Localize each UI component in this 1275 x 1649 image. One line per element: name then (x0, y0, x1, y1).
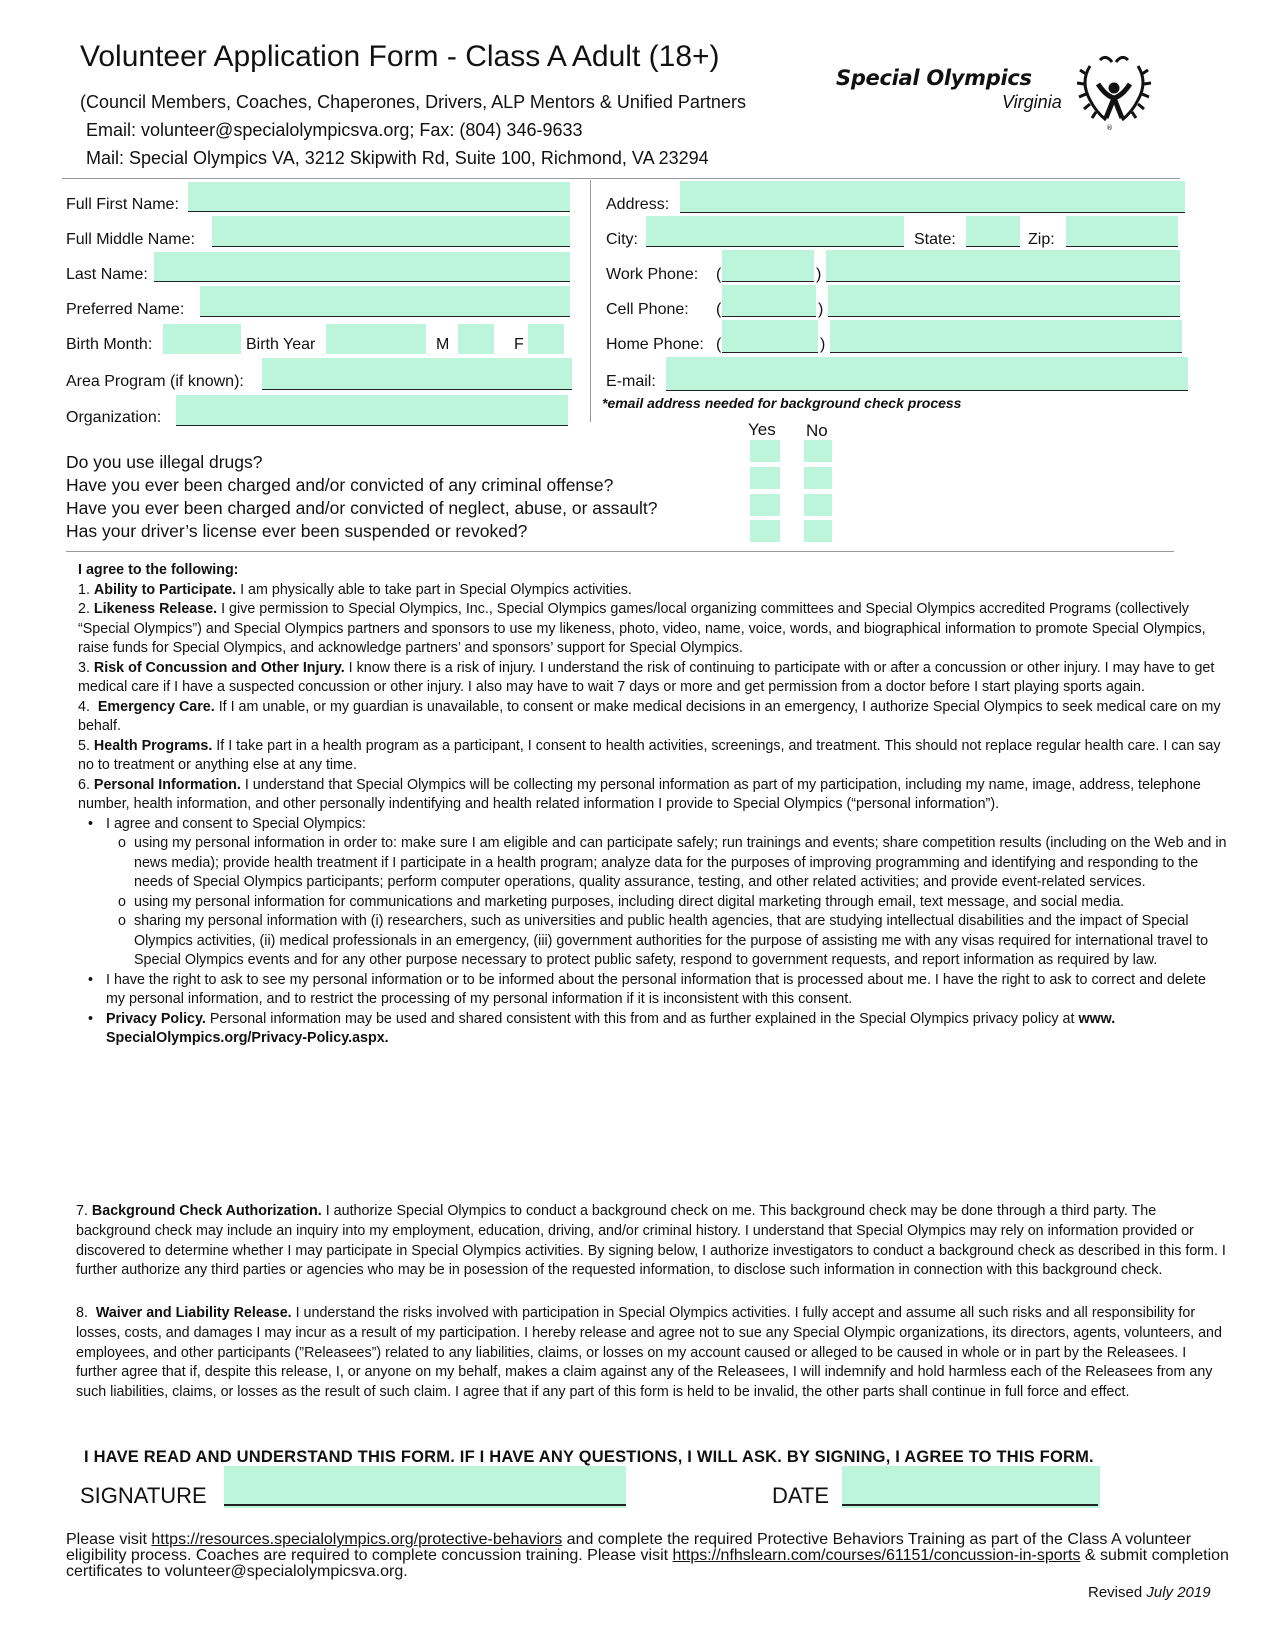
logo-wordmark: Special Olympics (836, 66, 1032, 90)
work-phone-number-field[interactable] (826, 250, 1180, 282)
consent-bullet: • I agree and consent to Special Olympics: (78, 815, 1228, 835)
bullet-icon: • (88, 815, 94, 832)
column-divider (590, 180, 591, 422)
last-name-underline (154, 281, 570, 282)
registered-mark: ® (1106, 124, 1113, 132)
question-illegal-drugs: Do you use illegal drugs? (66, 452, 263, 472)
male-checkbox[interactable] (458, 324, 494, 354)
question-license-suspended: Has your driver’s license ever been suspended or revoked? (66, 521, 528, 541)
form-subtitle: (Council Members, Coaches, Chaperones, Drivers, ALP Mentors & Unified Partners (80, 92, 746, 112)
yes-checkbox-3[interactable] (750, 494, 780, 516)
first-name-underline (188, 211, 570, 212)
first-name-label: Full First Name: (66, 196, 179, 213)
address-field[interactable] (680, 181, 1185, 213)
home-phone-area-underline (722, 352, 818, 353)
form-title: Volunteer Application Form - Class A Adult (18+) (80, 40, 720, 73)
no-checkbox-2[interactable] (804, 467, 832, 489)
logo-region: Virginia (1002, 92, 1062, 112)
protective-behaviors-link[interactable]: https://resources.specialolympics.org/protective-behaviors (151, 1531, 563, 1548)
middle-name-underline (212, 246, 570, 247)
terms-section (78, 561, 1228, 1049)
question-criminal-offense: Have you ever been charged and/or convicted of any criminal offense? (66, 475, 614, 495)
last-name-field[interactable] (154, 252, 570, 282)
address-underline (680, 212, 1185, 213)
home-phone-label: Home Phone: (606, 336, 704, 353)
work-phone-area-code-field[interactable] (722, 250, 814, 282)
contact-line: Email: volunteer@specialolympicsva.org; Fax: (804) 346-9633 (86, 120, 583, 140)
no-column-header: No (806, 421, 828, 440)
bullet-icon: • (88, 1010, 94, 1027)
state-label: State: (914, 231, 956, 248)
middle-name-label: Full Middle Name: (66, 231, 195, 248)
cell-phone-area-code-field[interactable] (722, 285, 816, 317)
date-field[interactable] (842, 1466, 1100, 1508)
preferred-name-underline (200, 316, 570, 317)
sub-bullet-icon: o (118, 913, 126, 929)
home-phone-paren-open: ( (716, 336, 722, 353)
revision-note: Revised July 2019 (1088, 1584, 1211, 1601)
city-underline (646, 246, 904, 247)
term-personal-info: 6. Personal Information. I understand that Special Olympics will be collecting my personal information as part of my participation, including my name, image, address, telephone number, health information, and other personally indentifying and health related information I provide to Special Olympics (“personal information”). (78, 776, 1201, 812)
home-phone-number-field[interactable] (830, 320, 1182, 353)
yes-checkbox-2[interactable] (750, 467, 780, 489)
organization-underline (176, 425, 568, 426)
preferred-name-label: Preferred Name: (66, 301, 185, 318)
term-ability: 1. Ability to Participate. I am physically able to take part in Special Olympics activities. (78, 581, 632, 598)
bullet-icon: • (88, 971, 94, 988)
signature-label: SIGNATURE (80, 1483, 207, 1508)
privacy-policy-link[interactable]: www. SpecialOlympics.org/Privacy-Policy.aspx. (106, 1010, 1116, 1046)
no-checkbox-1[interactable] (804, 440, 832, 462)
area-program-label: Area Program (if known): (66, 373, 244, 390)
term-health: 5. Health Programs. If I take part in a health program as a participant, I consent to health activities, screenings, and treatment. This should not replace regular health care. I can say no to treatment or anything else at any time. (78, 737, 1221, 773)
email-label: E-mail: (606, 373, 656, 390)
yes-column-header: Yes (748, 420, 776, 439)
city-label: City: (606, 231, 638, 248)
work-phone-paren-open: ( (716, 266, 722, 283)
organization-field[interactable] (176, 395, 568, 426)
city-field[interactable] (646, 216, 904, 247)
cell-phone-area-underline (722, 316, 816, 317)
consent-sub-2: o using my personal information for communications and marketing purposes, including direct digital marketing through email, text message, and social media. (78, 893, 1228, 913)
yes-checkbox-4[interactable] (750, 520, 780, 542)
term-waiver: 8. Waiver and Liability Release. I understand the risks involved with participation in Special Olympics activities. I fully accept and assume all such risks and all responsibility for losses, costs, and damages I may incur as a result of my participation. I hereby release and agree not to sue any Special Olympic organizations, its directors, agents, volunteers, and employees, and other participants (”Releasees”) related to any liabilities, claims, or losses on my account caused or alleged to be caused in whole or in part by the Releasees. I further agree that if, despite this release, I, or anyone on my behalf, makes a claim against any of the Releasees, I will indemnify and hold harmless each of the Releasees from any such liabilities, claims, or losses as the result of such claim. I agree that if any part of this form is held to be invalid, the other parts shall continue in full force and effect. (76, 1305, 1222, 1401)
concussion-training-link[interactable]: https://nfhslearn.com/courses/61151/concussion-in-sports (672, 1547, 1081, 1564)
zip-field[interactable] (1066, 216, 1178, 247)
address-label: Address: (606, 196, 670, 213)
organization-label: Organization: (66, 409, 162, 426)
female-label: F (514, 336, 524, 353)
special-olympics-emblem-icon (1076, 52, 1156, 134)
terms-intro: I agree to the following: (78, 562, 239, 578)
affirmation-statement: I HAVE READ AND UNDERSTAND THIS FORM. IF I HAVE ANY QUESTIONS, I WILL ASK. BY SIGNING, I AGREE TO THIS FORM. (84, 1448, 1094, 1466)
term-background-check: 7. Background Check Authorization. I authorize Special Olympics to conduct a background check on me. This background check may be done through a third party. The background check may include an inquiry into my employment, education, driving, and/or criminal history. I understand that Special Olympics may rely on information provided or discovered to determine whether I may participate in Special Olympics activities. By signing below, I authorize investigators to conduct a background check as described in this form. I further authorize any third parties or agencies who may be in posession of the requested information, to disclose such information in connection with this background check. (76, 1203, 1226, 1279)
term-emergency: 4. Emergency Care. If I am unable, or my guardian is unavailable, to consent or make medical decisions in an emergency, I authorize Special Olympics to seek medical care on my behalf. (78, 698, 1221, 734)
questions-divider (66, 551, 1174, 552)
birth-year-label: Birth Year (246, 336, 316, 353)
area-program-field[interactable] (262, 358, 572, 390)
cell-phone-underline (828, 316, 1180, 317)
work-phone-area-underline (722, 281, 814, 282)
home-phone-underline (830, 352, 1182, 353)
email-note: *email address needed for background check process (602, 395, 962, 411)
birth-month-field[interactable] (163, 324, 241, 354)
state-underline (966, 246, 1020, 247)
term-concussion: 3. Risk of Concussion and Other Injury. I know there is a risk of injury. I understand the risk of continuing to participate with or after a concussion or other injury. I may have to get medical care if I have a suspected concussion or other injury. I also may have to wait 7 days or more and get permission from a doctor before I start playing sports again. (78, 659, 1215, 695)
cell-phone-label: Cell Phone: (606, 301, 689, 318)
header-divider (62, 178, 1180, 179)
cell-phone-number-field[interactable] (828, 285, 1180, 317)
work-phone-underline (826, 281, 1180, 282)
home-phone-paren-close: ) (820, 336, 826, 353)
consent-sub-3: o sharing my personal information with (i) researchers, such as universities and public health agencies, that are studying intellectual disabilities and the impact of Special Olympics activities, (ii) medical professionals in an emergency, (iii) government authorities for the purpose of assisting me with any visas required for international travel to Special Olympics events and for any other purpose necessary to protect public safety, respond to government requests, and report information as required by law. (118, 913, 1209, 968)
email-field[interactable] (666, 357, 1188, 391)
term-likeness: 2. Likeness Release. I give permission to Special Olympics, Inc., Special Olympics games/local organizing committees and Special Olympics accredited Programs (collectively “Special Olympics”) and Special Olympics partners and sponsors to use my likeness, photo, video, name, voice, words, and biographical information to promote Special Olympics, raise funds for Special Olympics, and acknowledge partners’ and sponsors’ support for Special Olympics. (78, 601, 1206, 656)
last-name-label: Last Name: (66, 266, 148, 283)
sub-bullet-icon: o (118, 835, 126, 851)
email-underline (666, 390, 1188, 391)
birth-month-label: Birth Month: (66, 336, 153, 353)
sub-bullet-icon: o (118, 893, 126, 910)
question-neglect-abuse: Have you ever been charged and/or convicted of neglect, abuse, or assault? (66, 498, 658, 518)
work-phone-paren-close: ) (816, 266, 822, 283)
signature-field[interactable] (224, 1466, 626, 1508)
home-phone-area-code-field[interactable] (722, 320, 818, 353)
first-name-field[interactable] (188, 182, 570, 212)
consent-sub-1: o using my personal information in order to: make sure I am eligible and can participate safely; run trainings and events; share competition results (including on the Web and in news media); provide health treatment if I participate in a health program; analyze data for the purposes of improving programming and identifying and responding to the needs of Special Olympics participants; perform computer operations, quality assurance, testing, and other related activities; and provide event-related services. (118, 835, 1227, 890)
no-checkbox-3[interactable] (804, 494, 832, 516)
cell-phone-paren-open: ( (716, 301, 722, 318)
male-label: M (436, 336, 450, 353)
state-field[interactable] (966, 216, 1020, 247)
zip-underline (1066, 246, 1178, 247)
privacy-bullet: • Privacy Policy. Personal information may be used and shared consistent with this from and as further explained in the Special Olympics privacy policy at www. SpecialOlympics.org/Privacy-Policy.aspx. (88, 1010, 1116, 1046)
area-program-underline (262, 389, 572, 390)
yes-checkbox-1[interactable] (750, 440, 780, 462)
footer-instructions: Please visit https://resources.specialolympics.org/protective-behaviors and complete the required Protective Behaviors Training as part of the Class A volunteer eligibility process. Coaches are required to complete concussion training. Please visit https://nfhslearn.com/courses/61151/concussion-in-sports & submit completion certificates to volunteer@specialolympicsva.org. (66, 1531, 1229, 1580)
cell-phone-paren-close: ) (818, 301, 824, 318)
signature-underline (224, 1504, 626, 1506)
middle-name-field[interactable] (212, 216, 570, 247)
date-underline (842, 1504, 1098, 1506)
mail-line: Mail: Special Olympics VA, 3212 Skipwith Rd, Suite 100, Richmond, VA 23294 (86, 148, 709, 168)
zip-label: Zip: (1028, 231, 1055, 248)
work-phone-label: Work Phone: (606, 266, 699, 283)
date-label: DATE (772, 1483, 830, 1508)
no-checkbox-4[interactable] (804, 520, 832, 542)
birth-year-field[interactable] (326, 324, 426, 354)
preferred-name-field[interactable] (200, 286, 570, 317)
female-checkbox[interactable] (528, 324, 564, 354)
rights-bullet: • I have the right to ask to see my personal information or to be informed about the personal information that is processed about me. I have the right to ask to correct and delete my personal information, and to restrict the processing of my personal information if it is inconsistent with this consent. (88, 971, 1206, 1007)
